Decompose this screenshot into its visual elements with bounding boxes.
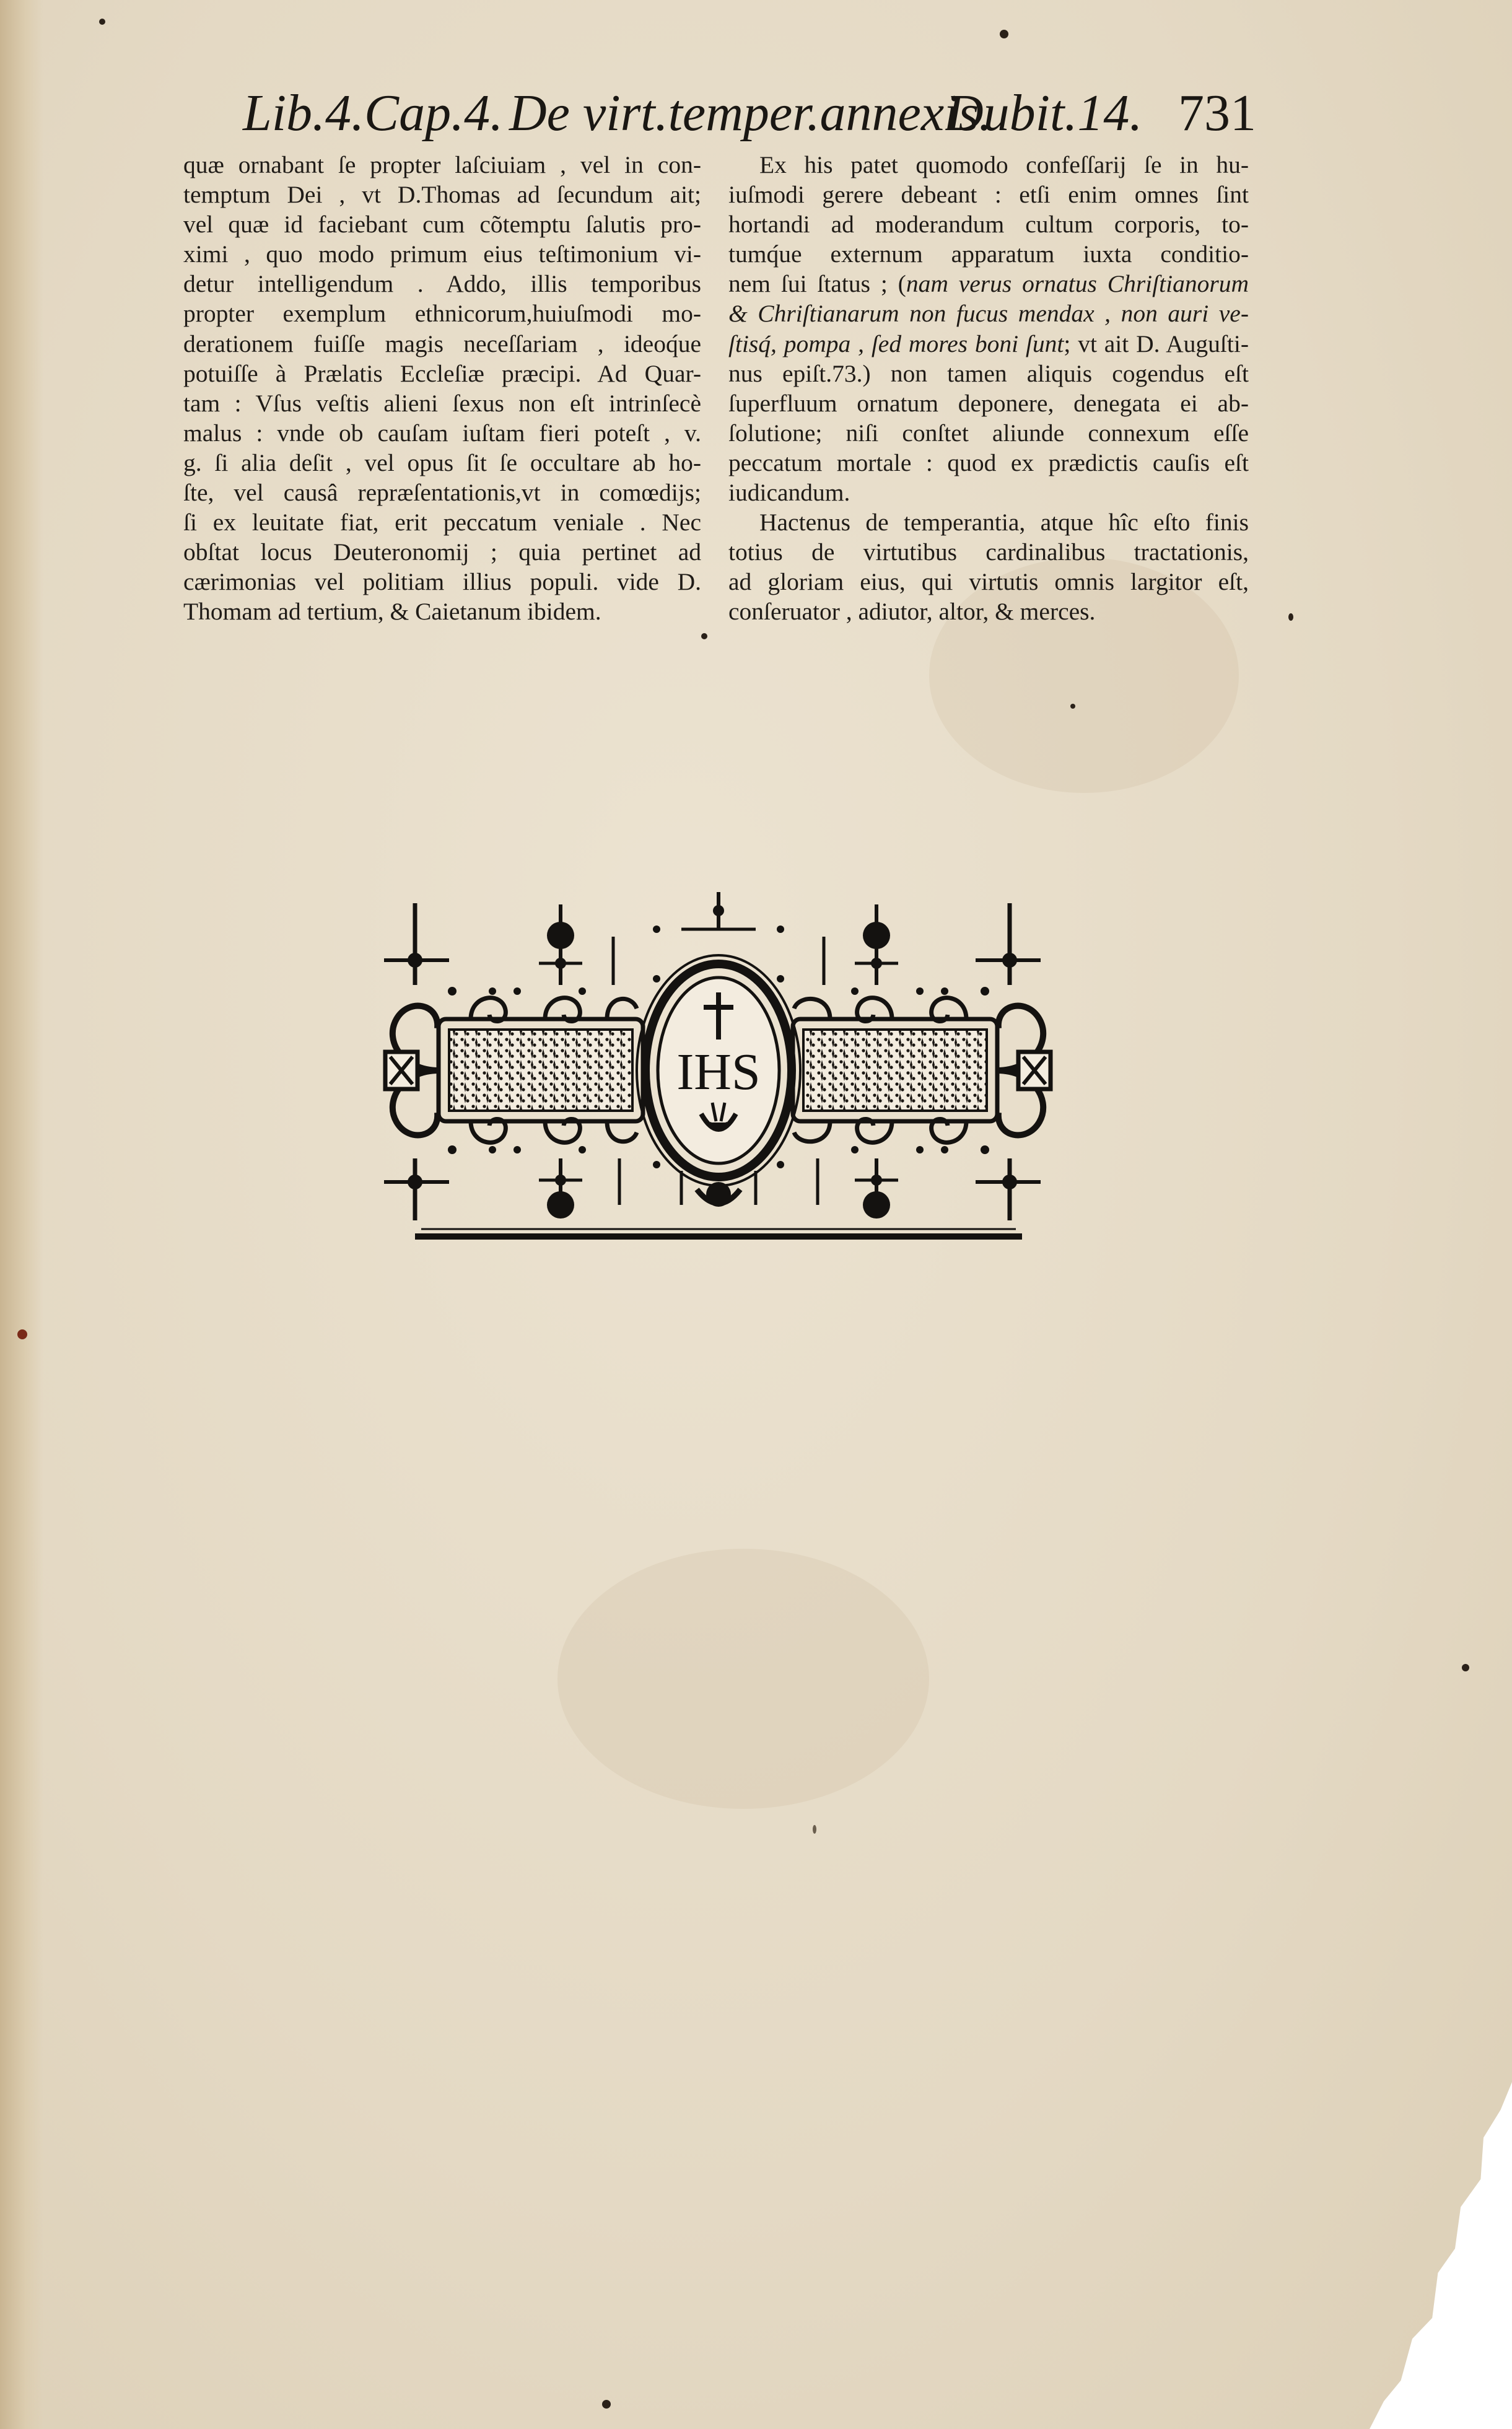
ihs-printers-ornament [359,892,1065,1250]
ihs-monogram: IHS [676,1043,761,1101]
ink-speck [813,1825,816,1834]
page-number: 731 [1178,84,1256,142]
ink-speck [99,19,105,25]
text-line: derationem fuiſſe magis neceſſariam , ideoq́ue [183,330,701,357]
text-line: potuiſſe à Prælatis Eccleſiæ præcipi. Ad Quar- [183,359,701,387]
page-gutter-shadow [0,0,43,2429]
text-line: vel quæ id faciebant cum cõtemptu ſalutis pro- [183,211,701,239]
text-line [728,329,1249,359]
text-line: ſuperfluum ornatum deponere, denegata ei ab- [728,389,1249,417]
text-line: Hactenus de temperantia, atque hîc eſto finis [759,509,1249,536]
ink-speck [1462,1664,1469,1671]
ink-speck [1070,704,1075,709]
section-title: De virt.temper.annexis. [509,84,992,142]
text-line: obſtat locus Deuteronomij ; quia pertinet ad [183,538,701,566]
quotation-italic: ſtisq́, pompa , ſed mores boni ſunt [728,330,1064,357]
right-text-column [728,150,1249,627]
text-line: ſi ex leuitate fiat, erit peccatum veniale . Nec [183,509,701,536]
text-line: ximi , quo modo primum eius teſtimonium vi- [183,240,701,268]
ink-speck [1288,613,1293,621]
torn-corner [1370,2082,1512,2429]
text-line: temptum Dei , vt D.Thomas ad ſecundum ait; [183,181,701,209]
text-line: ſolutione; niſi conſtet aliunde connexum eſſe [728,419,1249,447]
text-line: Thomam ad tertium, & Caietanum ibidem. [183,598,601,626]
text-line: malus : vnde ob cauſam iuſtam fieri poteſt , v. [183,419,701,447]
text-line [728,269,1249,299]
book-chapter-label: Lib.4.Cap.4. [243,84,504,142]
text-line: quæ ornabant ſe propter laſciuiam , vel in con- [183,151,701,178]
text-line: nus epiſt.73.) non tamen aliquis cogendus eſt [728,359,1249,387]
text-fragment: ; vt ait D. Auguſti- [1064,330,1249,357]
paper-stain [557,1549,929,1809]
ink-speck [602,2400,611,2409]
quotation-italic: & Chriſtianarum non fucus mendax , non auri ve- [728,300,1249,328]
text-line: ad gloriam eius, qui virtutis omnis largitor eſt, [728,568,1249,596]
dubium-label: Dubit.14. [946,84,1143,142]
text-line: peccatum mortale : quod ex prædictis cauſis eſt [728,449,1249,476]
text-line: iudicandum. [728,479,850,507]
text-line: tumq́ue externum apparatum iuxta conditio- [728,240,1249,268]
ink-speck [701,633,707,639]
ink-speck [17,1329,27,1339]
text-line: cærimonias vel politiam illius populi. vide D. [183,568,701,596]
text-line: detur intelligendum . Addo, illis temporibus [183,270,701,298]
text-line: totius de virtutibus cardinalibus tractationis, [728,538,1249,566]
ink-speck [1000,30,1008,38]
running-head [243,79,1259,147]
quotation-italic: nam verus ornatus Chriſtianorum [906,270,1249,298]
left-text-column [183,150,701,627]
text-line: tam : Vſus veſtis alieni ſexus non eſt intrinſecè [183,389,701,417]
text-line: ſte, vel causâ repræſentationis,vt in comœdijs; [183,479,701,507]
text-line: propter exemplum ethnicorum,huiuſmodi mo- [183,300,701,328]
text-fragment: nem ſui ſtatus ; ( [728,270,906,298]
text-line: iuſmodi gerere debeant : etſi enim omnes ſint [728,181,1249,209]
text-line: g. ſi alia deſit , vel opus ſit ſe occultare ab ho- [183,449,701,476]
text-line: Ex his patet quomodo confeſſarij ſe in hu- [759,151,1249,178]
text-line: hortandi ad moderandum cultum corporis, to- [728,211,1249,239]
text-line: conſeruator , adiutor, altor, & merces. [728,598,1096,626]
